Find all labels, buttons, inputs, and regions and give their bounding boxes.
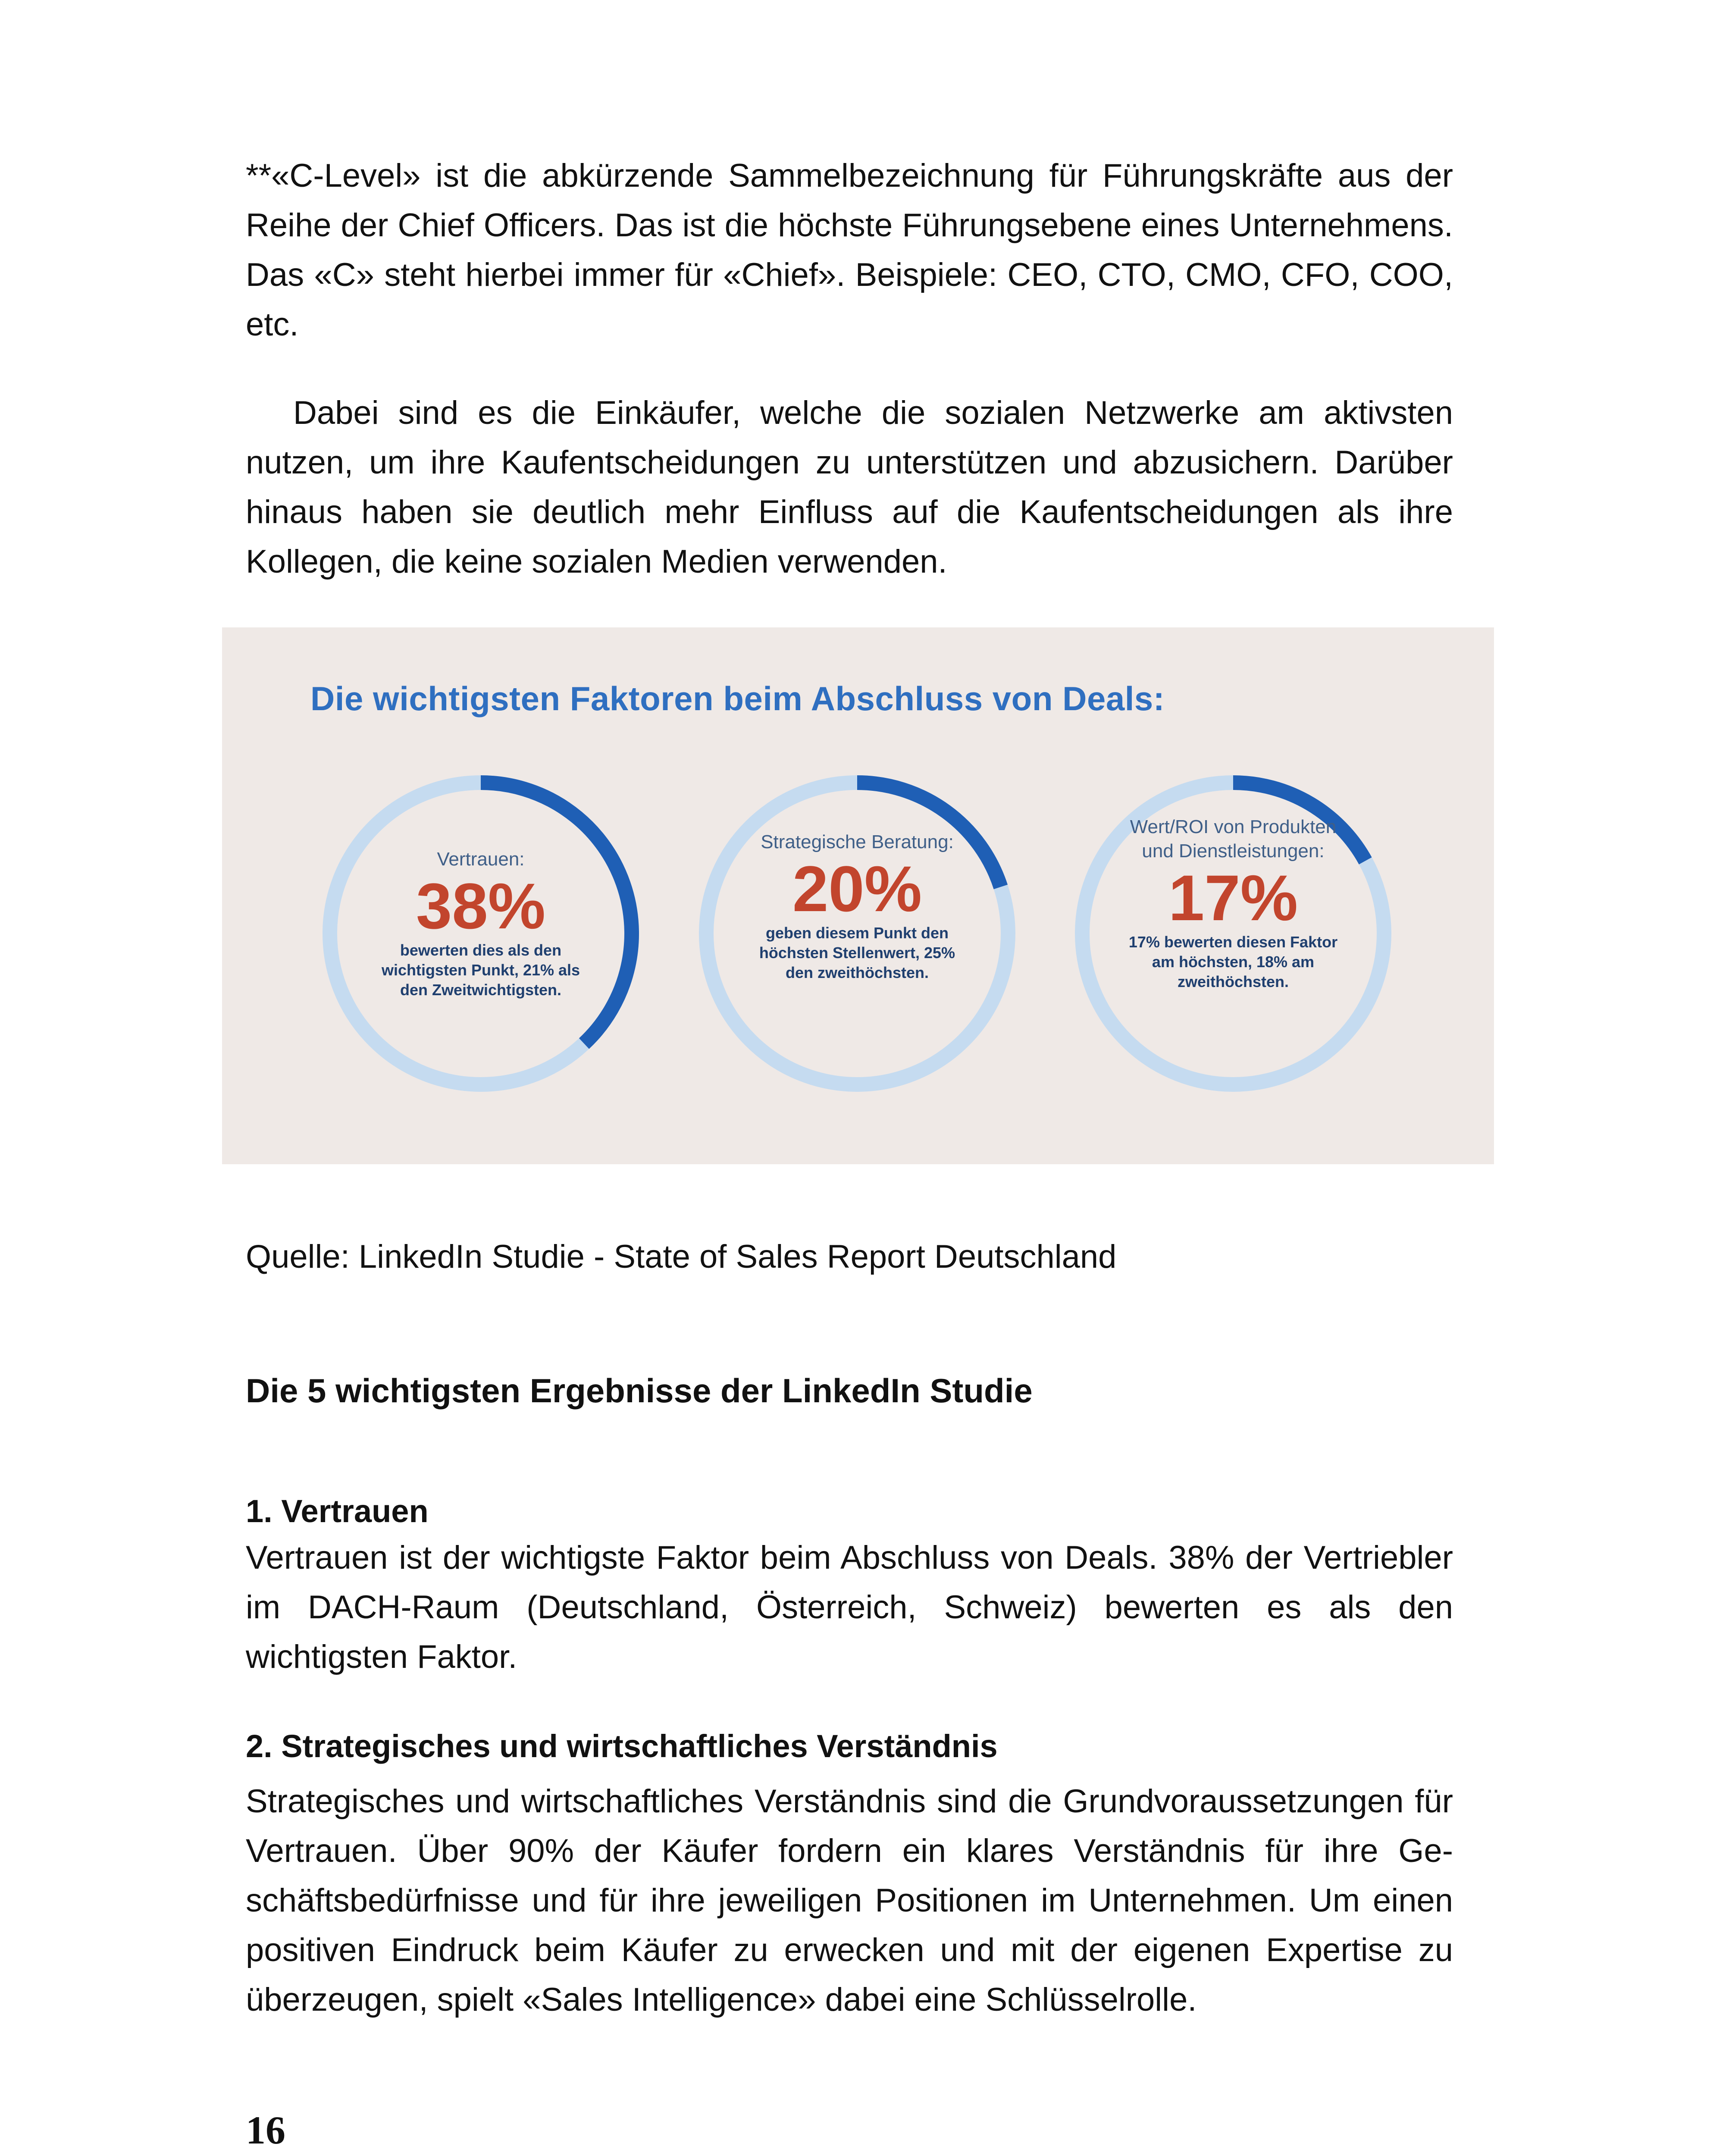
paragraph-text: **«C-Level» ist die abkürzende Sammelbezeichnung für Führungskräfte aus der Reihe der Chief Officers. Das ist die höchste Führungsebene eines Unternehmens. Das «C» steht hierbei immer für «Chief». Beispiele: CEO, CTO, CMO, CFO, COO, etc. (246, 157, 1453, 343)
factor-description: geben diesem Punkt den höchsten Stellenwert, 25% den zweithöchsten. (759, 924, 955, 981)
factor-label: Strategische Beratung: (761, 831, 954, 852)
figure-source: Quelle: LinkedIn Studie - State of Sales Report Deutschland (246, 1238, 1117, 1275)
body-paragraph (246, 388, 1453, 586)
factor-description: 17% bewerten diesen Faktor am höchsten, 18% am zweithöchsten. (1128, 933, 1338, 990)
deal-factors-figure (222, 627, 1494, 1164)
paragraph-text: Dabei sind es die Einkäufer, welche die sozialen Netzwerke am aktivsten nutzen, um ihre Kaufentscheidungen zu unterstützen und abzusichern. Darüber hinaus haben sie deutlich mehr Einfluss auf die Kaufentscheidungen als ihre Kollegen, die keine sozialen Medien verwenden. (246, 395, 1453, 580)
section-heading: Die 5 wichtigsten Ergebnisse der LinkedIn Studie (246, 1372, 1033, 1410)
donut-chart-strategic-advice (689, 765, 1025, 1102)
donut-center (1121, 815, 1345, 992)
subheading-strategic-understanding: 2. Strategisches und wirtschaftliches Verständnis (246, 1728, 998, 1764)
factor-percent: 38% (416, 870, 546, 942)
section-text-strategic-understanding: Strategisches und wirtschaftliches Verständnis sind die Grundvoraussetzungen für Vertrauen. Über 90% der Käufer fordern ein klares Verständnis für ihre Geschäftsbedürfnisse und für ihre jeweiligen Positionen im Unternehmen. Um einen positiven Eindruck beim Käufer zu erwecken und mit der eigenen Expertise zu überzeugen, spielt «Sales Intelligence» dabei eine Schlüsselrolle. (246, 1783, 1453, 2018)
subheading-trust: 1. Vertrauen (246, 1493, 429, 1529)
footnote-paragraph (246, 151, 1453, 349)
donut-chart-value-roi (1065, 765, 1401, 1102)
figure-title: Die wichtigsten Faktoren beim Abschluss von Deals: (310, 680, 1165, 718)
donut-chart-trust (313, 765, 649, 1102)
factor-label: Vertrauen: (437, 849, 525, 870)
donut-center (745, 830, 969, 983)
factor-percent: 20% (792, 852, 922, 925)
factor-percent: 17% (1168, 862, 1298, 934)
section-text-trust: Vertrauen ist der wichtigste Faktor beim Abschluss von Deals. 38% der Vertriebler im DACH-Raum (Deutschland, Österreich, Schweiz) bewerten es als den wichtigsten Faktor. (246, 1539, 1453, 1675)
donut-center (369, 847, 593, 1000)
factor-description: bewerten dies als den wichtigsten Punkt, 21% als den Zweitwichtigsten. (381, 941, 580, 999)
page-number: 16 (246, 2108, 285, 2152)
factor-label: Wert/ROI von Produkten und Dienstleistungen: (1130, 816, 1337, 862)
